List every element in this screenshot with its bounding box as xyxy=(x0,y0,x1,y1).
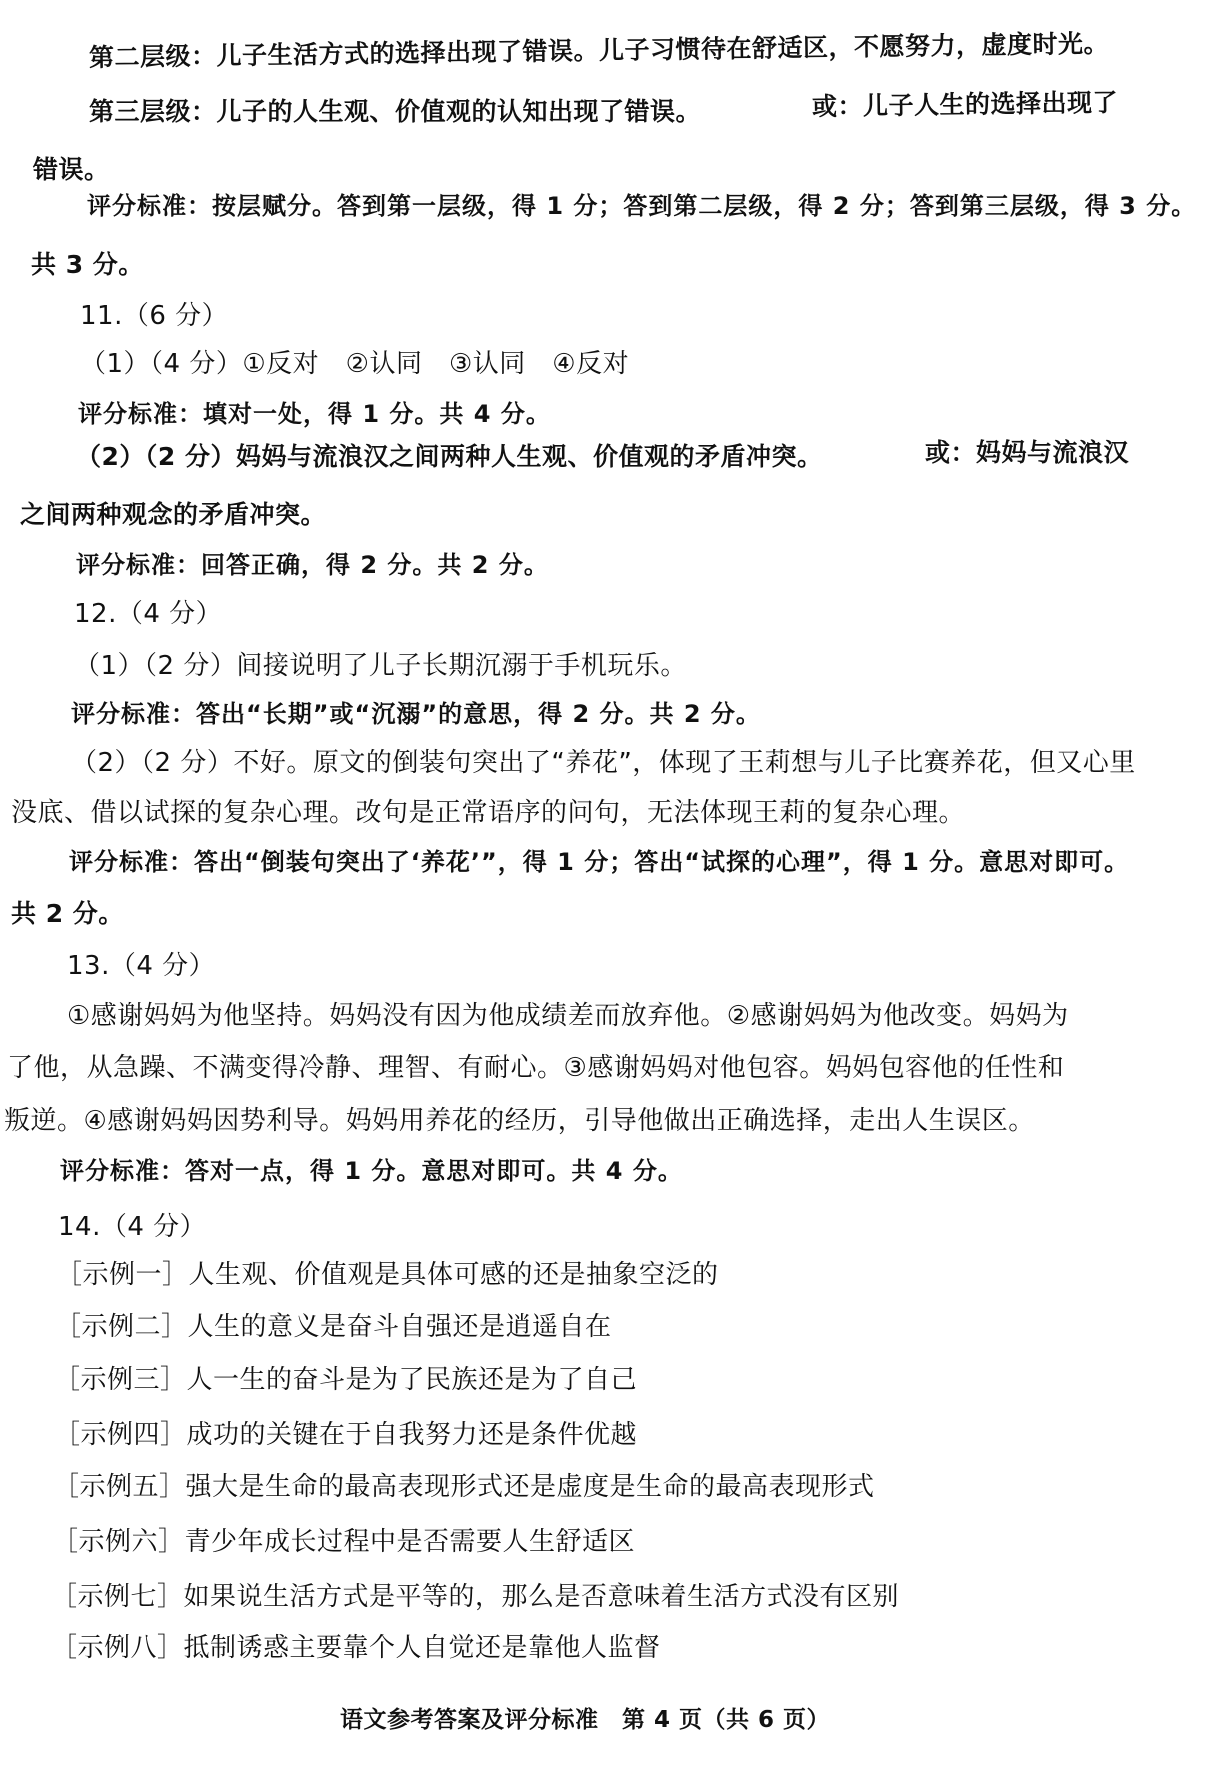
text-line: （2）（2 分）不好。原文的倒装句突出了“养花”，体现了王莉想与儿子比赛养花，但又心里 xyxy=(71,748,1136,778)
scoring-standard: 评分标准：填对一处，得 1 分。共 4 分。 xyxy=(78,400,551,428)
text-line-alt: 或：妈妈与流浪汉 xyxy=(925,438,1130,467)
scoring-standard: 评分标准：答对一点，得 1 分。意思对即可。共 4 分。 xyxy=(60,1157,683,1185)
example-item: ［示例四］成功的关键在于自我努力还是条件优越 xyxy=(54,1420,638,1450)
question-number: 13.（4 分） xyxy=(67,951,216,981)
question-number: 14.（4 分） xyxy=(58,1212,207,1242)
example-item: ［示例一］人生观、价值观是具体可感的还是抽象空泛的 xyxy=(56,1260,719,1290)
text-line: 了他，从急躁、不满变得冷静、理智、有耐心。③感谢妈妈对他包容。妈妈包容他的任性和 xyxy=(7,1053,1065,1083)
text-line: ①感谢妈妈为他坚持。妈妈没有因为他成绩差而放弃他。②感谢妈妈为他改变。妈妈为 xyxy=(67,1001,1069,1031)
text-line: 第二层级：儿子生活方式的选择出现了错误。儿子习惯待在舒适区，不愿努力，虚度时光。 xyxy=(88,28,1110,73)
example-item: ［示例六］青少年成长过程中是否需要人生舒适区 xyxy=(52,1527,636,1557)
example-item: ［示例三］人一生的奋斗是为了民族还是为了自己 xyxy=(54,1365,638,1395)
example-item: ［示例七］如果说生活方式是平等的，那么是否意味着生活方式没有区别 xyxy=(51,1582,900,1612)
text-line-alt: 或：儿子人生的选择出现了 xyxy=(811,87,1119,122)
scoring-standard: 评分标准：回答正确，得 2 分。共 2 分。 xyxy=(76,551,549,579)
example-item: ［示例二］人生的意义是奋斗自强还是逍遥自在 xyxy=(55,1312,612,1342)
question-number: 12.（4 分） xyxy=(74,599,223,629)
text-line: （1）（2 分）间接说明了儿子长期沉溺于手机玩乐。 xyxy=(74,651,687,681)
scoring-standard: 评分标准：按层赋分。答到第一层级，得 1 分；答到第二层级，得 2 分；答到第三层级，得 3 分。 xyxy=(87,192,1197,220)
question-number: 11.（6 分） xyxy=(80,301,229,331)
text-line: 共 2 分。 xyxy=(11,899,124,928)
example-item: ［示例五］强大是生命的最高表现形式还是虚度是生命的最高表现形式 xyxy=(53,1472,875,1502)
text-line: 没底、借以试探的复杂心理。改句是正常语序的问句，无法体现王莉的复杂心理。 xyxy=(11,798,966,828)
text-line: 错误。 xyxy=(33,155,110,184)
scoring-standard: 评分标准：答出“倒装句突出了‘养花’”，得 1 分；答出“试探的心理”，得 1 分。意思对即可。 xyxy=(69,848,1130,876)
text-line: （2）（2 分）妈妈与流浪汉之间两种人生观、价值观的矛盾冲突。 xyxy=(76,442,823,471)
page-footer: 语文参考答案及评分标准 第 4 页（共 6 页） xyxy=(340,1707,831,1733)
text-line: （1）（4 分）①反对 ②认同 ③认同 ④反对 xyxy=(80,349,630,379)
text-line: 共 3 分。 xyxy=(31,250,144,279)
example-item: ［示例八］抵制诱惑主要靠个人自觉还是靠他人监督 xyxy=(51,1633,661,1663)
scoring-standard: 评分标准：答出“长期”或“沉溺”的意思，得 2 分。共 2 分。 xyxy=(71,700,761,728)
text-line: 第三层级：儿子的人生观、价值观的认知出现了错误。 xyxy=(89,97,702,126)
text-line: 之间两种观念的矛盾冲突。 xyxy=(20,500,327,529)
text-line: 叛逆。④感谢妈妈因势利导。妈妈用养花的经历，引导他做出正确选择，走出人生误区。 xyxy=(4,1106,1035,1136)
